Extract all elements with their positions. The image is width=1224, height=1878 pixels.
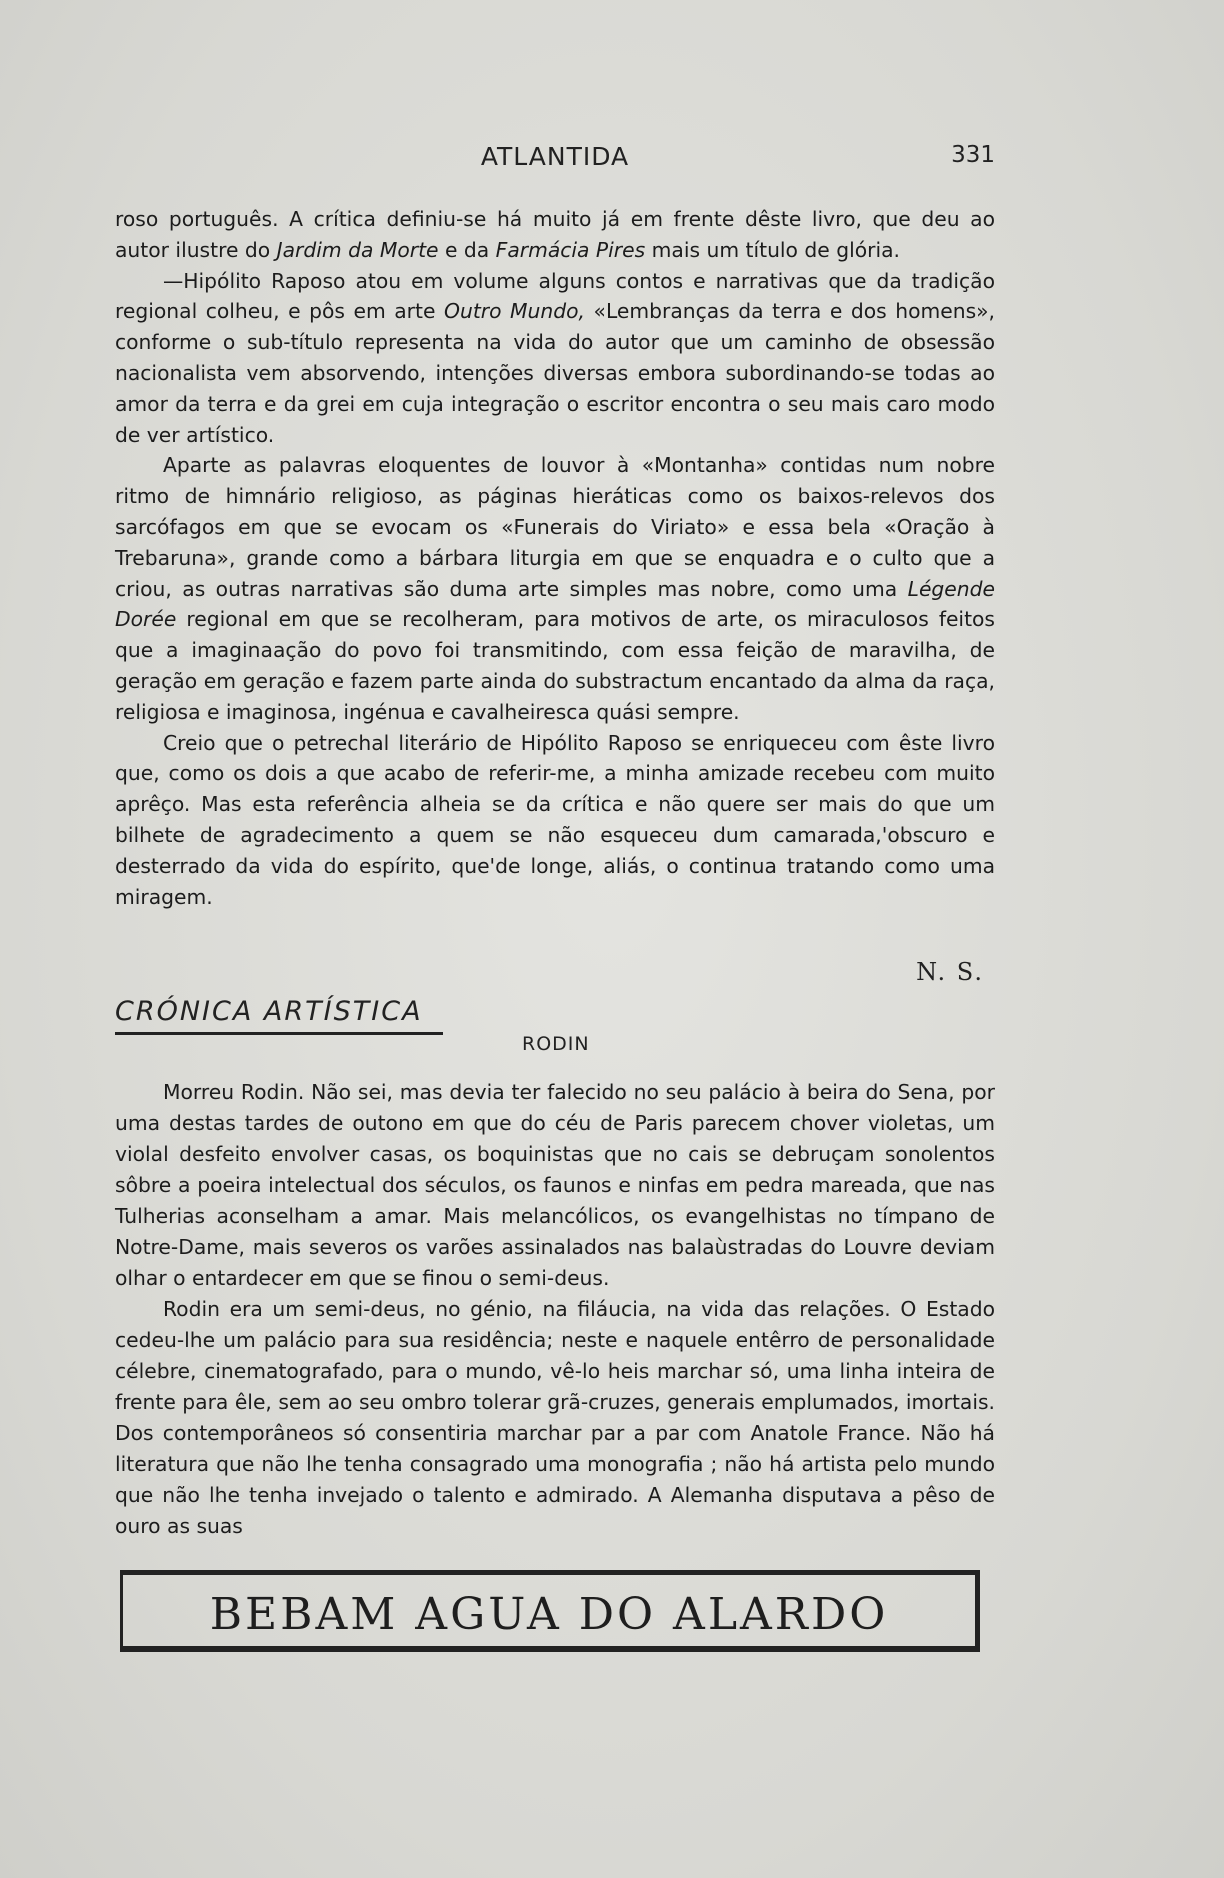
article-paragraph-1: Morreu Rodin. Não sei, mas devia ter falecido no seu palácio à beira do Sena, por uma destas tardes de outono em que do céu de Paris parecem chover violetas, um violal desfeito envolver casas, os boquinistas que no cais se debruçam sonolentos sôbre a poeira intelectual dos séculos, os faunos e ninfas em pedra mareada, que nas Tulherias aconselham a amar. Mais melancólicos, os evangelhistas no tímpano de Notre-Dame, mais severos os varões assinalados nas balaùstradas do Louvre deviam olhar o entardecer em que se finou o semi-deus. xyxy=(115,1080,995,1290)
term-legende-doree: Légende Dorée xyxy=(115,576,995,632)
book-title-jardim: Jardim da Morte xyxy=(276,237,439,262)
book-title-outro-mundo: Outro Mundo, xyxy=(444,299,585,324)
running-head xyxy=(115,142,995,178)
advertisement-text: BEBAM AGUA DO ALARDO xyxy=(209,1589,889,1640)
review-paragraph-1: roso português. A crítica definiu-se há muito já em frente dêste livro, que deu ao autor ilustre do Jardim da Morte e da Farmácia Pires mais um título de glória. xyxy=(115,207,995,262)
journal-title: ATLANTIDA xyxy=(480,142,630,171)
signature: N. S. xyxy=(916,958,984,986)
article-subtitle: RODIN xyxy=(522,1033,590,1055)
section-title: CRÓNICA ARTÍSTICA xyxy=(115,996,423,1027)
article-paragraph-2: Rodin era um semi-deus, no génio, na filáucia, na vida das relações. O Estado cedeu-lhe um palácio para sua residência; neste e naquele entêrro de personalidade célebre, cinematografado, para o mundo, vê-lo heis marchar só, uma linha inteira de frente para êle, sem ao seu ombro tolerar grã-cruzes, generais emplumados, imortais. Dos contemporâneos só consentiria marchar par a par com Anatole France. Não há literatura que não lhe tenha consagrado uma monografia ; não há artista pelo mundo que não lhe tenha invejado o talento e admirado. A Alemanha disputava a pêso de ouro as suas xyxy=(115,1297,995,1538)
review-paragraph-4: Creio que o petrechal literário de Hipólito Raposo se enriqueceu com êste livro que, como os dois a que acabo de referir-me, a minha amizade recebeu com muito aprêço. Mas esta referência alheia se da crítica e não quere ser mais do que um bilhete de agradecimento a quem se não esqueceu dum camarada,'obscuro e desterrado da vida do espírito, que'de longe, aliás, o continua tratando como uma miragem. xyxy=(115,730,995,909)
book-title-farmacia: Farmácia Pires xyxy=(495,237,646,262)
section-underline xyxy=(115,1032,443,1035)
review-paragraph-3: Aparte as palavras eloquentes de louvor à «Montanha» contidas num nobre ritmo de himnário religioso, as páginas hieráticas como os baixos-relevos dos sarcófagos em que se evocam os «Funerais do Viriato» e essa bela «Oração à Trebaruna», grande como a bárbara liturgia em que se enquadra e o culto que a criou, as outras narrativas são duma arte simples mas nobre, como uma Légende Dorée regional em que se recolheram, para motivos de arte, os miraculosos feitos que a imaginaação do povo foi transmitindo, com essa feição de maravilha, de geração em geração e fazem parte ainda do substractum encantado da alma da raça, religiosa e imaginosa, ingénua e cavalheiresca quási sempre. xyxy=(115,453,995,724)
advertisement-box xyxy=(120,1570,980,1652)
review-text xyxy=(115,204,995,912)
page-number: 331 xyxy=(951,142,995,168)
article-text xyxy=(115,1077,995,1542)
review-paragraph-2: —Hipólito Raposo atou em volume alguns contos e narrativas que da tradição regional colheu, e pôs em arte Outro Mundo, «Lembranças da terra e dos homens», conforme o sub-título representa na vida do autor que um caminho de obsessão nacionalista vem absorvendo, intenções diversas embora subordinando-se todas ao amor da terra e da grei em cuja integração o escritor encontra o seu mais caro modo de ver artístico. xyxy=(115,268,995,447)
